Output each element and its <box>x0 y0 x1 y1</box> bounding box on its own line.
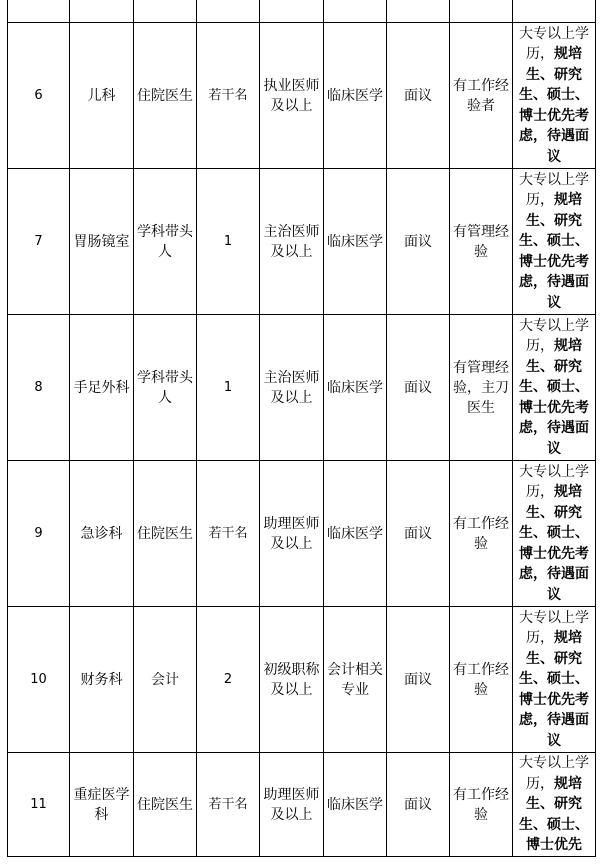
position-cell: 住院医生 <box>134 461 197 607</box>
position-cell <box>134 0 197 23</box>
table-row <box>8 0 596 23</box>
experience-cell: 有管理经验 <box>450 169 513 315</box>
requirements-cell <box>513 0 596 23</box>
requirements-cell <box>513 315 596 461</box>
requirements-preference: 规培生、研究生、硕士、博士优先考虑，待遇面议 <box>519 630 589 749</box>
table-row <box>8 461 596 607</box>
position-cell: 学科带头人 <box>134 315 197 461</box>
requirements-preference: 规培生、研究生、硕士、博士优先考虑，待遇面议 <box>519 192 589 311</box>
department-cell: 急诊科 <box>70 461 134 607</box>
salary-cell: 面议 <box>387 753 450 857</box>
row-number-cell: 6 <box>8 23 70 169</box>
table-row <box>8 23 596 169</box>
requirements-preference: 规培生、研究生、硕士、博士优先考虑，待遇面议 <box>519 484 589 603</box>
requirements-education: 大专以上学历， <box>519 755 589 792</box>
department-cell: 重症医学科 <box>70 753 134 857</box>
department-cell <box>70 0 134 23</box>
salary-cell: 面议 <box>387 607 450 753</box>
experience-cell <box>450 0 513 23</box>
requirements-preference: 规培生、研究生、硕士、博士优先考虑，待遇面议 <box>519 338 589 457</box>
department-cell: 手足外科 <box>70 315 134 461</box>
requirements-education: 大专以上学历， <box>519 463 589 501</box>
department-cell: 财务科 <box>70 607 134 753</box>
requirements-education: 大专以上学历， <box>519 171 589 209</box>
salary-cell: 面议 <box>387 461 450 607</box>
requirements-cell <box>513 23 596 169</box>
experience-cell: 有工作经验 <box>450 753 513 857</box>
experience-cell: 有工作经验 <box>450 461 513 607</box>
position-cell: 会计 <box>134 607 197 753</box>
position-cell: 住院医生 <box>134 753 197 857</box>
table-row <box>8 607 596 753</box>
table-row <box>8 315 596 461</box>
position-cell: 住院医生 <box>134 23 197 169</box>
salary-cell: 面议 <box>387 23 450 169</box>
department-cell: 胃肠镜室 <box>70 169 134 315</box>
headcount-cell: 2 <box>197 607 260 753</box>
department-cell: 儿科 <box>70 23 134 169</box>
headcount-cell: 1 <box>197 169 260 315</box>
major-cell: 临床医学 <box>324 169 387 315</box>
qualification-cell: 助理医师及以上 <box>260 753 324 857</box>
requirements-cell <box>513 607 596 753</box>
requirements-education: 大专以上学历， <box>519 317 589 355</box>
headcount-cell: 若干名 <box>197 753 260 857</box>
table-row <box>8 169 596 315</box>
row-number-cell: 10 <box>8 607 70 753</box>
qualification-cell <box>260 0 324 23</box>
row-number-cell: 11 <box>8 753 70 857</box>
experience-cell: 有工作经验 <box>450 607 513 753</box>
requirements-preference: 规培生、研究生、硕士、博士优先 <box>519 775 589 854</box>
qualification-cell: 主治医师及以上 <box>260 169 324 315</box>
table-row <box>8 753 596 857</box>
salary-cell <box>387 0 450 23</box>
position-cell: 学科带头人 <box>134 169 197 315</box>
salary-cell: 面议 <box>387 315 450 461</box>
major-cell: 会计相关专业 <box>324 607 387 753</box>
qualification-cell: 主治医师及以上 <box>260 315 324 461</box>
row-number-cell: 9 <box>8 461 70 607</box>
headcount-cell: 1 <box>197 315 260 461</box>
headcount-cell: 若干名 <box>197 461 260 607</box>
experience-cell: 有工作经验者 <box>450 23 513 169</box>
major-cell: 临床医学 <box>324 461 387 607</box>
requirements-cell <box>513 169 596 315</box>
major-cell: 临床医学 <box>324 753 387 857</box>
salary-cell: 面议 <box>387 169 450 315</box>
row-number-cell: 8 <box>8 315 70 461</box>
recruitment-table <box>7 0 596 857</box>
experience-cell: 有管理经验，主刀医生 <box>450 315 513 461</box>
requirements-cell <box>513 753 596 857</box>
row-number-cell: 7 <box>8 169 70 315</box>
major-cell <box>324 0 387 23</box>
headcount-cell: 若干名 <box>197 23 260 169</box>
qualification-cell: 助理医师及以上 <box>260 461 324 607</box>
qualification-cell: 初级职称及以上 <box>260 607 324 753</box>
major-cell: 临床医学 <box>324 23 387 169</box>
requirements-education: 大专以上学历， <box>519 25 589 63</box>
requirements-cell <box>513 461 596 607</box>
row-number-cell <box>8 0 70 23</box>
requirements-education: 大专以上学历， <box>519 609 589 647</box>
headcount-cell <box>197 0 260 23</box>
qualification-cell: 执业医师及以上 <box>260 23 324 169</box>
major-cell: 临床医学 <box>324 315 387 461</box>
requirements-preference: 规培生、研究生、硕士、博士优先考虑，待遇面议 <box>519 46 589 165</box>
